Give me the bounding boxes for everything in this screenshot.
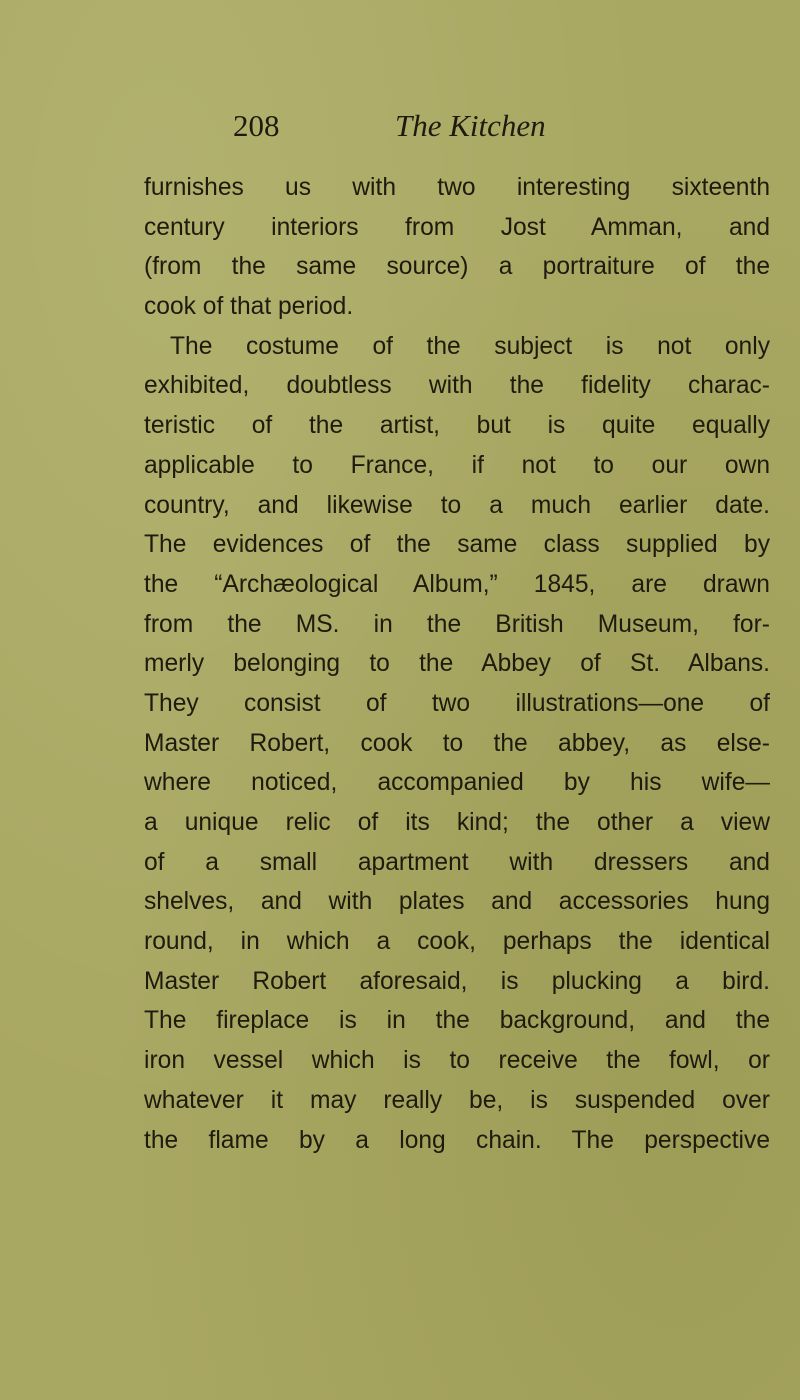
text-line: where noticed, accompanied by his wife— [144,769,770,797]
text-line: Master Robert aforesaid, is plucking a bird. [144,967,770,995]
text-line: The fireplace is in the background, and the [144,1007,770,1035]
text-line: merly belonging to the Abbey of St. Albans. [144,650,770,678]
text-line: round, in which a cook, perhaps the identical [144,928,770,956]
text-line: the “Archæological Album,” 1845, are drawn [144,570,770,598]
text-line: the flame by a long chain. The perspective [144,1126,770,1154]
text-line: The costume of the subject is not only [170,332,770,360]
running-title: The Kitchen [395,108,546,143]
text-line: from the MS. in the British Museum, for- [144,610,770,638]
running-head [233,106,713,146]
text-line: whatever it may really be, is suspended over [144,1086,770,1114]
text-line: century interiors from Jost Amman, and [144,213,770,241]
text-line: country, and likewise to a much earlier date. [144,491,770,519]
text-line: (from the same source) a portraiture of the [144,253,770,281]
body-text [144,168,770,1160]
text-line: They consist of two illustrations—one of [144,689,770,717]
text-line: iron vessel which is to receive the fowl, or [144,1047,770,1075]
text-line: Master Robert, cook to the abbey, as else- [144,729,770,757]
text-line: cook of that period. [144,293,354,321]
text-line: applicable to France, if not to our own [144,451,770,479]
page-number: 208 [233,108,280,143]
text-line: exhibited, doubtless with the fidelity charac- [144,372,770,400]
text-line: furnishes us with two interesting sixteenth [144,174,770,201]
text-line: The evidences of the same class supplied by [144,531,770,559]
text-line: shelves, and with plates and accessories hung [144,888,770,916]
text-line: teristic of the artist, but is quite equally [144,412,770,440]
text-line: of a small apartment with dressers and [144,848,770,876]
text-line: a unique relic of its kind; the other a view [144,809,770,836]
